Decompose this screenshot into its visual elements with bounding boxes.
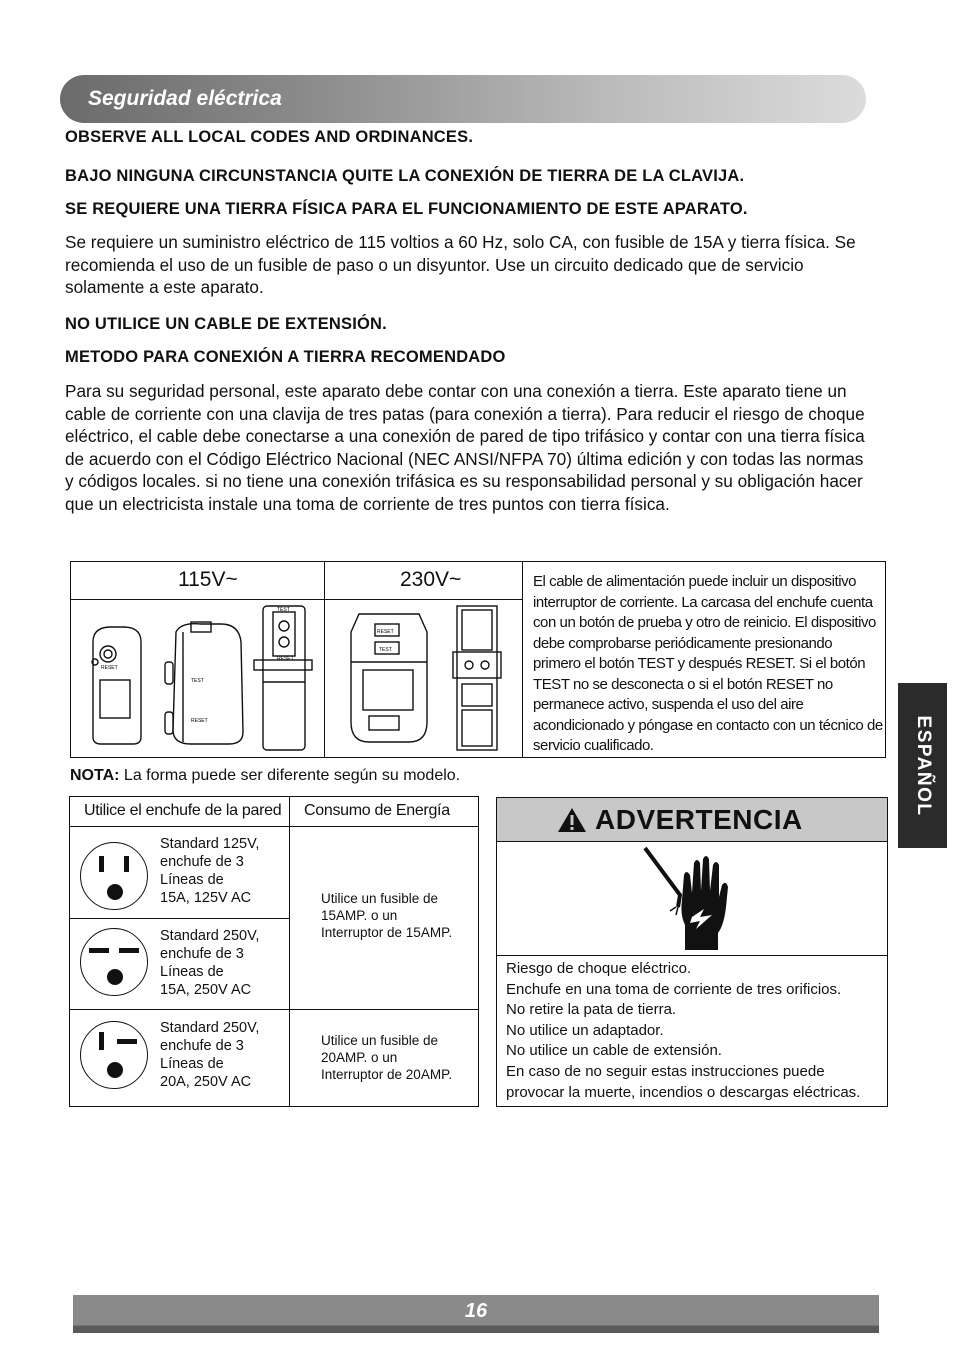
heading-local-codes: OBSERVE ALL LOCAL CODES AND ORDINANCES. [65,128,474,146]
fuse-15a-note: Utilice un fusible de 15AMP. o un Interruptor de 15AMP. [321,891,453,940]
warning-line-1: Riesgo de choque eléctrico. [506,960,692,977]
heading-grounding-method: METODO PARA CONEXIÓN A TIERRA RECOMENDADO [65,348,506,366]
section-title: Seguridad eléctrica [88,87,282,110]
heading-ground-plug: BAJO NINGUNA CIRCUNSTANCIA QUITE LA CONEXIÓN DE TIERRA DE LA CLAVIJA. [65,167,745,185]
test-label-bulky: TEST [191,678,204,684]
warning-box [496,797,888,1107]
reset-label-230v: RESET [377,629,394,635]
heading-ground-required: SE REQUIERE UNA TIERRA FÍSICA PARA EL FUNCIONAMIENTO DE ESTE APARATO. [65,200,748,218]
model-note [70,767,460,785]
fuse-20a-note: Utilice un fusible de 20AMP. o un Interruptor de 20AMP. [321,1033,453,1082]
warning-line-4: No utilice un adaptador. [506,1021,664,1039]
grounding-paragraph: Para su seguridad personal, este aparato debe contar con una conexión a tierra. Este aparato tiene un cable de corriente con una clavija de tres patas (para conexión a tierra). Para reducir el riesgo de choque eléctrico, el cable debe conectarse a una conexión de pared de tipo trifásico y contar con una tierra física de acuerdo con el Código Eléctrico Nacional (NEC ANSI/NFPA 70) última edición y con todas las normas y códigos locales. si no tiene una conexión trifásica es su responsabilidad personal y su obligación hacer que un electricista instale una toma de corriente de tres puntos con tierra física. [65,381,865,514]
outlet-125v-15a-label: Standard 125V, enchufe de 3 Líneas de 15A, 125V AC [160,836,260,906]
warning-triangle-icon [557,807,587,833]
header-wall-outlet: Utilice el enchufe de la pared [84,802,282,819]
warning-line-2: Enchufe en una toma de corriente de tres orificios. [506,980,842,998]
outlet-250v-15a-icon [80,928,148,996]
plug-device-description: El cable de alimentación puede incluir un dispositivo interruptor de corriente. La carcasa del enchufe cuenta con un botón de prueba y otro de reinicio. El dispositivo debe comprobarse periódicamente presionando primero el botón TEST y después RESET. Si el botón TEST no se desconecta o si el botón RESET no permanece activo, suspenda el uso del aire acondicionado y póngase en contacto con un técnico de servicio cualificado. [533,573,883,754]
outlet-125v-15a-icon [80,842,148,910]
test-label-230v: TEST [379,647,392,653]
warning-header [497,798,887,842]
header-energy-use: Consumo de Energía [304,802,450,819]
plug-types-table [70,561,886,758]
warning-line-3: No retire la pata de tierra. [506,1001,677,1019]
language-side-tab [898,683,947,848]
plug-230v-illustration [329,602,519,752]
warning-line-6: En caso de no seguir estas instrucciones puede provocar la muerte, incendios o descargas eléctricas. [506,1062,861,1101]
warning-title: ADVERTENCIA [595,804,803,835]
page-number: 16 [464,1300,488,1322]
reset-label-bulky: RESET [191,718,208,724]
energy-table [69,796,479,1107]
section-title-bar [60,75,866,123]
electric-shock-hand-icon [640,845,740,951]
plug-115v-illustration [81,602,321,752]
outlet-250v-20a-icon [80,1021,148,1089]
test-label-tall: TEST [277,607,290,613]
outlet-250v-15a-label: Standard 250V, enchufe de 3 Líneas de 15A, 250V AC [160,928,260,998]
warning-line-5: No utilice un cable de extensión. [506,1042,722,1060]
heading-no-extension: NO UTILICE UN CABLE DE EXTENSIÓN. [65,315,387,333]
language-label: ESPAÑOL [912,715,934,816]
reset-label-tall: RESET [277,656,294,662]
note-text: La forma puede ser diferente según su modelo. [119,767,461,784]
col-115v-label: 115V~ [178,568,238,591]
page-footer [73,1295,879,1333]
col-230v-label: 230V~ [400,568,462,591]
power-supply-paragraph: Se requiere un suministro eléctrico de 115 voltios a 60 Hz, solo CA, con fusible de 15A y tierra física. Se recomienda el uso de un fusible de paso o un disyuntor. Use un circuito dedicado que de servicio solamente a este aparato. [65,232,856,297]
warning-text [506,959,881,1103]
outlet-250v-20a-label: Standard 250V, enchufe de 3 Líneas de 20A, 250V AC [160,1020,260,1090]
reset-label-small: RESET [101,665,118,671]
note-label: NOTA: [70,767,120,784]
